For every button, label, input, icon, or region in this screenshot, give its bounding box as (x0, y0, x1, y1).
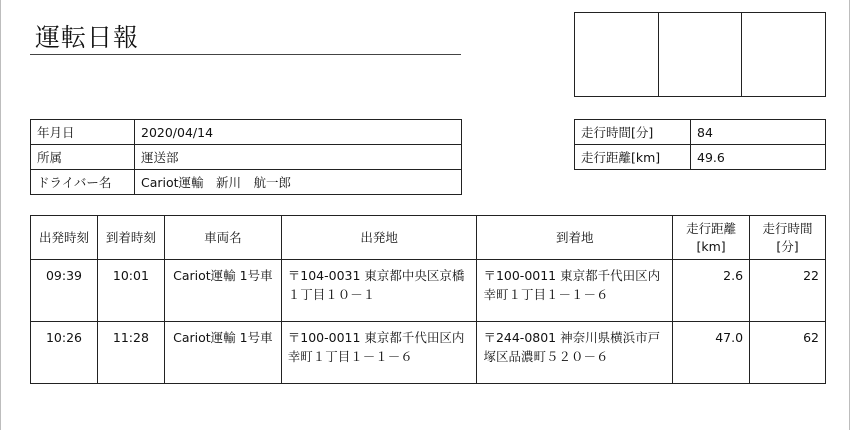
stamp-box-3 (742, 13, 826, 97)
title-underline (30, 54, 461, 55)
stats-value: 84 (691, 120, 826, 145)
info-value: 運送部 (135, 145, 462, 170)
header-vehicle: 車両名 (164, 216, 281, 260)
info-row-driver (31, 170, 462, 195)
summary-stats-table (574, 119, 826, 170)
header-duration-line2: [分] (776, 238, 799, 254)
info-label: ドライバー名 (31, 170, 135, 195)
cell-arrive-time: 10:01 (97, 260, 164, 322)
header-arrive-time: 到着時刻 (97, 216, 164, 260)
cell-origin-line1: 〒100-0011 東京都千代田区内 (287, 330, 465, 345)
header-origin: 出発地 (281, 216, 477, 260)
approval-stamp-boxes (574, 12, 826, 97)
cell-depart-time: 09:39 (31, 260, 98, 322)
cell-depart-time: 10:26 (31, 322, 98, 384)
cell-vehicle: Cariot運輸 1号車 (164, 260, 281, 322)
trip-log-table (30, 215, 826, 384)
driver-info-table (30, 119, 462, 195)
header-distance-line1: 走行距離 (686, 221, 737, 236)
cell-origin-line2: １丁目１０－１ (287, 287, 376, 303)
cell-duration: 62 (750, 322, 826, 384)
cell-origin (281, 260, 477, 322)
stamp-box-2 (658, 13, 742, 97)
info-label: 所属 (31, 145, 135, 170)
cell-origin-line1: 〒104-0031 東京都中央区京橋 (287, 268, 465, 283)
cell-destination-line2: 幸町１丁目１－１－６ (483, 287, 609, 303)
table-row (31, 260, 826, 322)
page-title: 運転日報 (35, 23, 140, 52)
cell-vehicle: Cariot運輸 1号車 (164, 322, 281, 384)
stats-label: 走行時間[分] (575, 120, 691, 145)
cell-duration: 22 (750, 260, 826, 322)
info-label: 年月日 (31, 120, 135, 145)
trip-log-header (31, 216, 826, 260)
cell-destination-line1: 〒244-0801 神奈川県横浜市戸 (483, 330, 661, 345)
cell-destination (477, 322, 673, 384)
cell-destination (477, 260, 673, 322)
cell-origin (281, 322, 477, 384)
stats-row-distance (575, 145, 826, 170)
info-value: Cariot運輸 新川 航一郎 (135, 170, 462, 195)
table-row (31, 322, 826, 384)
stats-row-duration (575, 120, 826, 145)
header-distance-line2: [km] (696, 238, 726, 254)
cell-distance: 2.6 (673, 260, 750, 322)
stats-label: 走行距離[km] (575, 145, 691, 170)
cell-destination-line2: 塚区品濃町５２０－６ (483, 349, 609, 365)
cell-destination-line1: 〒100-0011 東京都千代田区内 (483, 268, 661, 283)
header-destination: 到着地 (477, 216, 673, 260)
cell-arrive-time: 11:28 (97, 322, 164, 384)
info-value: 2020/04/14 (135, 120, 462, 145)
header-duration (750, 216, 826, 260)
stats-value: 49.6 (691, 145, 826, 170)
cell-origin-line2: 幸町１丁目１－１－６ (287, 349, 413, 365)
info-row-department (31, 145, 462, 170)
stamp-box-1 (575, 13, 659, 97)
header-duration-line1: 走行時間 (762, 221, 813, 236)
header-distance (673, 216, 750, 260)
info-row-date (31, 120, 462, 145)
header-depart-time: 出発時刻 (31, 216, 98, 260)
cell-distance: 47.0 (673, 322, 750, 384)
